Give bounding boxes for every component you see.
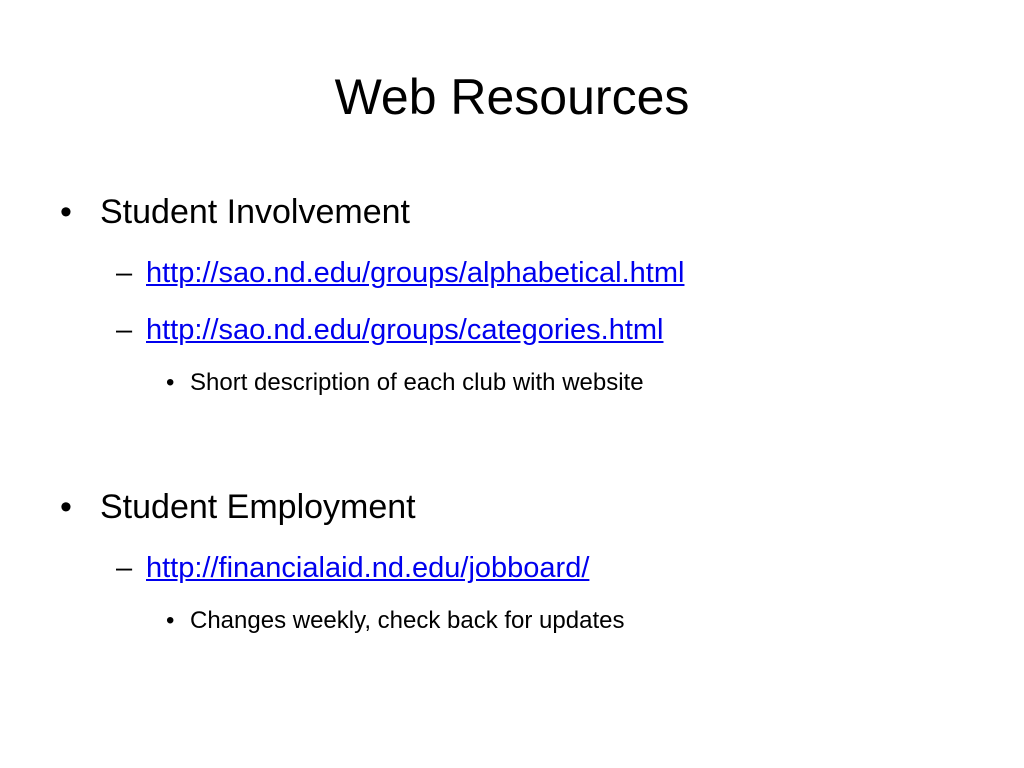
note-text: Changes weekly, check back for updates: [190, 607, 625, 634]
note-item: [166, 605, 624, 637]
dash-icon: –: [116, 257, 133, 289]
bullet-icon: •: [166, 607, 175, 634]
link-alphabetical[interactable]: http://sao.nd.edu/groups/alphabetical.html: [146, 257, 685, 289]
bullet-icon: •: [60, 193, 72, 231]
link-categories[interactable]: http://sao.nd.edu/groups/categories.html: [146, 314, 664, 346]
slide-title: Web Resources: [334, 69, 690, 125]
section-heading-label: Student Employment: [100, 488, 416, 526]
bullet-icon: •: [60, 488, 72, 526]
section-heading-label: Student Involvement: [100, 193, 410, 231]
note-text: Short description of each club with website: [190, 369, 644, 396]
link-jobboard[interactable]: http://financialaid.nd.edu/jobboard/: [146, 552, 590, 584]
section-heading-involvement: [60, 190, 410, 234]
link-item: [116, 253, 684, 293]
dash-icon: –: [116, 314, 133, 346]
link-item: [116, 310, 663, 350]
note-item: [166, 367, 644, 399]
dash-icon: –: [116, 552, 133, 584]
section-heading-employment: [60, 485, 416, 529]
bullet-icon: •: [166, 369, 175, 396]
link-item: [116, 548, 589, 588]
